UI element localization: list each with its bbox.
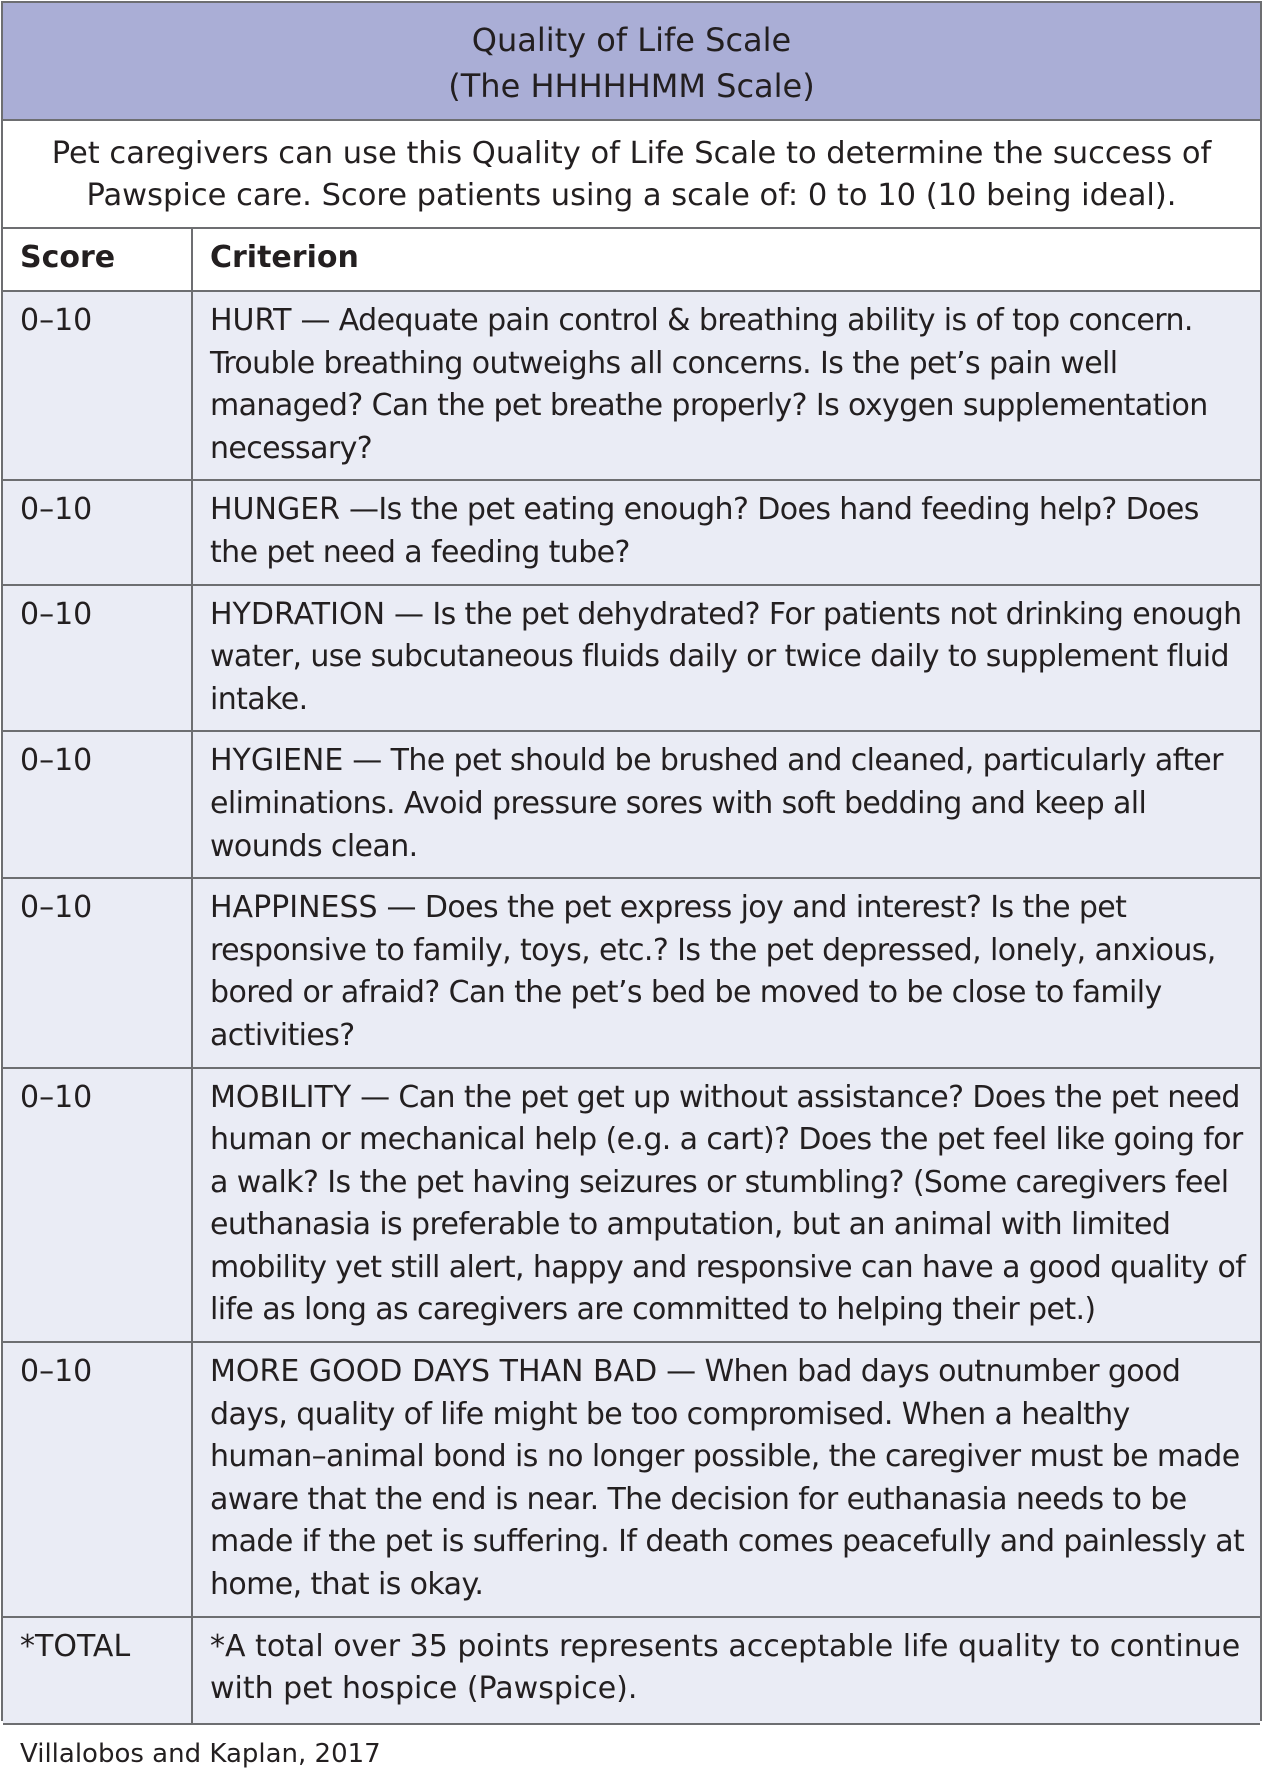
intro-text (3, 121, 1260, 229)
criterion-keyword: MORE GOOD DAYS THAN BAD (210, 1354, 658, 1390)
criterion-cell (192, 480, 1260, 584)
intro-line-2: Pawspice care. Score patients using a scale of: 0 to 10 (10 being ideal). (86, 178, 1177, 213)
header-row (3, 229, 1260, 291)
criterion-cell (192, 1068, 1260, 1343)
criterion-description: — Adequate pain control & breathing ability is of top concern. Trouble breathing outweighs all concerns. Is the pet’s pain well managed? Can the pet breathe properly? Is oxygen supplementation necessary? (210, 303, 1208, 466)
total-description: *A total over 35 points represents acceptable life quality to continue with pet hospice (Pawspice). (192, 1617, 1260, 1724)
criterion-keyword: HURT (210, 303, 292, 338)
criterion-keyword: HYDRATION (210, 596, 386, 632)
criterion-row-hurt (3, 291, 1260, 480)
score-header: Score (3, 229, 192, 291)
criterion-description: —Is the pet eating enough? Does hand feeding help? Does the pet need a feeding tube? (210, 492, 1199, 570)
title-line-2: (The HHHHHMM Scale) (448, 67, 815, 105)
criterion-cell (192, 731, 1260, 878)
criterion-keyword: HYGIENE (210, 743, 344, 779)
criterion-cell (192, 1342, 1260, 1617)
criterion-cell (192, 585, 1260, 732)
criterion-keyword: MOBILITY (210, 1079, 352, 1115)
criterion-row-mobility (3, 1068, 1260, 1343)
total-label: *TOTAL (3, 1617, 192, 1724)
qol-scale-table (1, 1, 1262, 1769)
source-citation: Villalobos and Kaplan, 2017 (3, 1725, 1260, 1783)
title-band (3, 3, 1260, 121)
score-cell: 0–10 (3, 1342, 192, 1617)
criterion-cell (192, 291, 1260, 480)
total-row (3, 1617, 1260, 1724)
criterion-keyword: HUNGER (210, 492, 341, 528)
criterion-cell (192, 878, 1260, 1067)
criterion-row-more-good-days (3, 1342, 1260, 1617)
criterion-row-happiness (3, 878, 1260, 1067)
score-cell: 0–10 (3, 291, 192, 480)
criterion-description: — The pet should be brushed and cleaned, particularly after eliminations. Avoid pressure sores with soft bedding and keep all wounds clean. (210, 743, 1223, 864)
intro-line-1: Pet caregivers can use this Quality of Life Scale to determine the success of (51, 136, 1212, 171)
score-cell: 0–10 (3, 585, 192, 732)
criterion-keyword: HAPPINESS (210, 890, 378, 926)
criterion-description: — When bad days outnumber good days, quality of life might be too compromised. When a healthy human–animal bond is no longer possible, the caregiver must be made aware that the end is near. The decision for euthanasia needs to be made if the pet is suffering. If death comes peacefully and painlessly at home, that is okay. (210, 1354, 1245, 1603)
criterion-description: — Is the pet dehydrated? For patients not drinking enough water, use subcutaneous fluids daily or twice daily to supplement fluid intake. (210, 596, 1242, 717)
score-cell: 0–10 (3, 878, 192, 1067)
criterion-header: Criterion (192, 229, 1260, 291)
score-cell: 0–10 (3, 480, 192, 584)
criteria-table (3, 229, 1260, 1725)
criterion-description: — Can the pet get up without assistance? Does the pet need human or mechanical help (e.g. a cart)? Does the pet feel like going for a walk? Is the pet having seizures or stumbling? (Some caregivers feel euthanasia is preferable to amputation, but an animal with limited mobility yet still alert, happy and responsive can have a good quality of life as long as caregivers are committed to helping their pet.) (210, 1079, 1246, 1328)
title-line-1: Quality of Life Scale (471, 21, 792, 59)
criterion-row-hydration (3, 585, 1260, 732)
criterion-row-hunger (3, 480, 1260, 584)
criterion-description: — Does the pet express joy and interest? Is the pet responsive to family, toys, etc.? Is the pet depressed, lonely, anxious, bored or afraid? Can the pet’s bed be moved to be close to family activities? (210, 890, 1216, 1053)
criterion-row-hygiene (3, 731, 1260, 878)
score-cell: 0–10 (3, 731, 192, 878)
score-cell: 0–10 (3, 1068, 192, 1343)
